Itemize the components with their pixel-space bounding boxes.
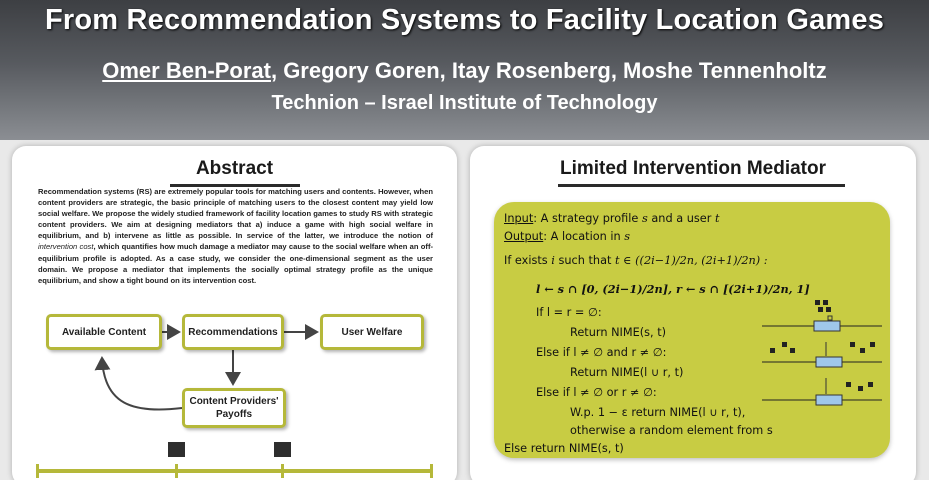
abstract-text-part1: Recommendation systems (RS) are extremely popular tools for matching users and contents. However, when content providers are strategic, the basic principle of matching users to the closest content may yield low social welfare. We propose the widely studied framework of facility location games to study RS with strategic content providers. We aim at designing mediators that a) induce a game with high social welfare in equilibrium, and b) intervene as little as possible. In service of the latter, we introduce the notion of bbox=[38, 187, 433, 241]
if-condition: t ∈ ((2i−1)/2n, (2i+1)/2n) : bbox=[615, 254, 768, 267]
mediator-heading-rule bbox=[558, 184, 845, 187]
poster-header bbox=[0, 0, 929, 140]
algo-else-either: Else if l ≠ ∅ or r ≠ ∅: bbox=[536, 386, 657, 399]
output-label: Output bbox=[504, 230, 544, 243]
recommendations-box: Recommendations bbox=[182, 314, 284, 350]
algo-otherwise-line: otherwise a random element from s bbox=[570, 424, 773, 437]
payoffs-line2: Payoffs bbox=[215, 409, 253, 420]
algo-input bbox=[504, 212, 720, 225]
flow-arrows bbox=[12, 146, 457, 480]
algo-if-empty: If l = r = ∅: bbox=[536, 306, 602, 319]
segment-tick bbox=[430, 464, 433, 478]
input-text: : A strategy profile bbox=[533, 212, 642, 225]
algo-if-exists bbox=[504, 254, 768, 267]
algo-return-s: Return NIME(s, t) bbox=[570, 326, 667, 339]
case-empty-illustration bbox=[760, 294, 884, 336]
input-label: Input bbox=[504, 212, 534, 225]
user-segment bbox=[38, 469, 433, 473]
output-s: s bbox=[624, 230, 631, 243]
segment-tick bbox=[175, 464, 178, 478]
arrow-payoffs-to-content bbox=[102, 358, 182, 410]
facility-marker bbox=[168, 442, 185, 457]
input-s: s bbox=[641, 212, 648, 225]
payoffs-line1: Content Providers' bbox=[189, 396, 279, 407]
abstract-heading: Abstract bbox=[195, 158, 274, 179]
algo-return-union: Return NIME(l ∪ r, t) bbox=[570, 366, 684, 379]
input-mid: and a user bbox=[647, 212, 715, 225]
algo-output bbox=[504, 230, 630, 243]
segment-tick bbox=[36, 464, 39, 478]
input-t: t bbox=[714, 212, 720, 225]
if-i: i bbox=[551, 254, 555, 267]
facility-marker bbox=[274, 442, 291, 457]
algorithm-box bbox=[494, 202, 890, 458]
if-exists: If exists bbox=[504, 254, 552, 267]
segment-tick bbox=[281, 464, 284, 478]
affiliation: Technion – Israel Institute of Technology bbox=[271, 92, 658, 114]
algo-assign: l ← s ∩ [0, (2i−1)/2n], r ← s ∩ [(2i+1)/2n, 1] bbox=[536, 282, 810, 296]
abstract-text-part2: , which quantifies how much damage a mediator may cause to the social welfare when an off-equilibrium profile is adopted. As a case study, we consider the one-dimensional segment as the user domain. We propose a mediator that implements the socially optimal strategy profile as the unique equilibrium, and show a tight bound on its intervention cost. bbox=[38, 242, 434, 285]
mediator-heading: Limited Intervention Mediator bbox=[559, 158, 827, 179]
abstract-term: intervention cost bbox=[38, 242, 94, 252]
author-list bbox=[0, 58, 929, 84]
payoffs-box bbox=[182, 388, 286, 428]
algo-else-return: Else return NIME(s, t) bbox=[504, 442, 624, 455]
output-text: : A location in bbox=[543, 230, 625, 243]
algo-wp-line: W.p. 1 − ε return NIME(l ∪ r, t), bbox=[570, 406, 746, 419]
case-both-illustration bbox=[760, 334, 884, 374]
presenter-name: Omer Ben-Porat bbox=[102, 58, 271, 83]
if-such: such that bbox=[554, 254, 616, 267]
case-either-illustration bbox=[760, 374, 884, 414]
algo-else-both: Else if l ≠ ∅ and r ≠ ∅: bbox=[536, 346, 667, 359]
available-content-box: Available Content bbox=[46, 314, 162, 350]
abstract-panel bbox=[12, 146, 457, 480]
poster-title: From Recommendation Systems to Facility Location Games bbox=[44, 4, 885, 36]
mediator-panel bbox=[470, 146, 916, 480]
other-authors: , Gregory Goren, Itay Rosenberg, Moshe Tennenholtz bbox=[270, 58, 827, 83]
user-welfare-box: User Welfare bbox=[320, 314, 424, 350]
